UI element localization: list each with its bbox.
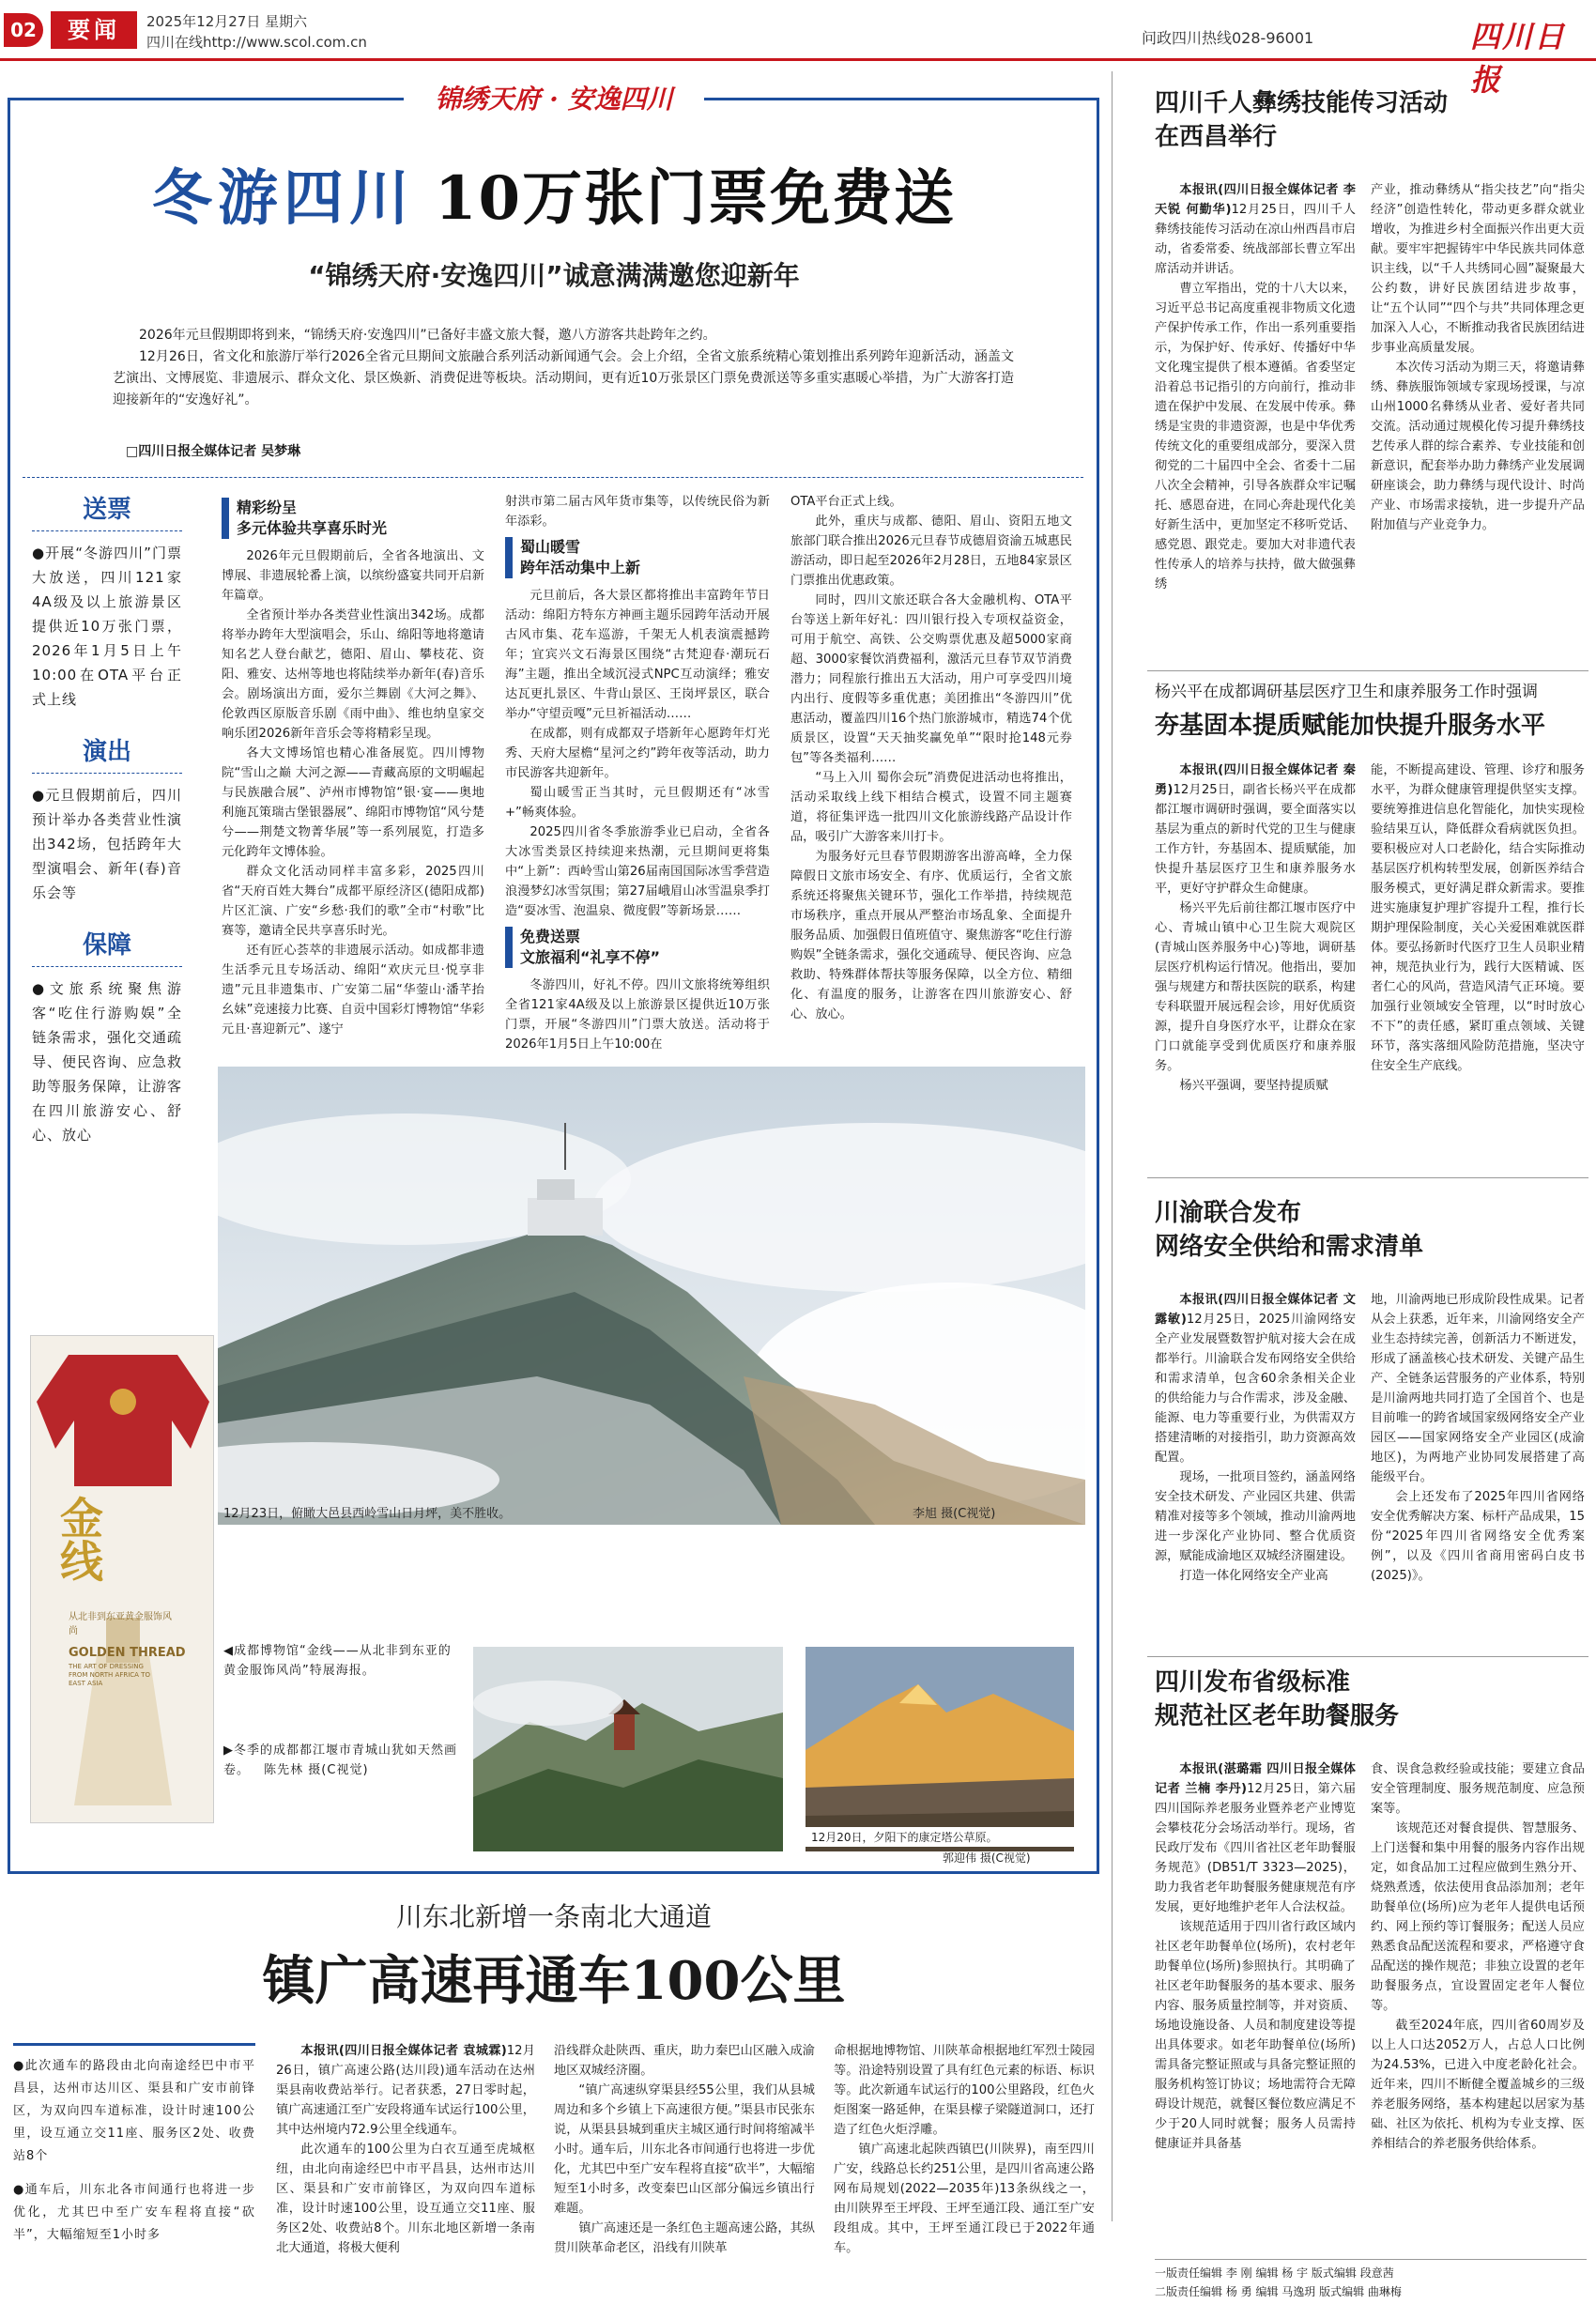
paragraph: 命根据地博物馆、川陕革命根据地红军烈士陵园等。沿途特别设置了具有红色元素的标语、标识等。此次新通车试运行的100公里路段，红色火炬图案一路延伸，在渠县檬子梁隧道洞口，还打造了红色火炬浮雕。 xyxy=(834,2044,1095,2137)
sidebar-block xyxy=(32,926,182,1147)
feature-divider xyxy=(23,477,1083,478)
paragraph: 同时，四川文旅还联合各大金融机构、OTA平台等送上新年好礼：四川银行投入专项权益资金，可用于航空、高铁、公交购票优惠及超5000家商超、3000家餐饮消费福利，激活元旦春节双节消费潜力；同程旅行推出五大活动，用户可享受四川境内出行、度假等多重优惠；美团推出“冬游四川”优惠活动，覆盖四川16个热门旅游城市，精选74个优质景区，设置“天天抽奖赢免单”“限时抢148元券包”等各类福利…… xyxy=(790,593,1072,765)
poster-caption: ◀成都博物馆“金线——从北非到东亚的黄金服饰风尚”特展海报。 xyxy=(223,1644,452,1678)
highway-headline: 镇广高速再通车100公里 xyxy=(262,1950,846,2012)
page-number: 02 xyxy=(10,19,37,41)
paragraph: 冬游四川，好礼不停。四川文旅将统筹组织全省121家4A级及以上旅游景区提供近10万张门票，开展“冬游四川”门票大放送。活动将于2026年1月5日上午10:00在 xyxy=(505,978,770,1052)
paragraph xyxy=(1155,1290,1356,1467)
section-title: 要闻 xyxy=(68,17,120,43)
paragraph xyxy=(1155,1759,1356,1917)
paragraph: 蜀山暖雪正当其时，元旦假期还有“冰雪+”畅爽体验。 xyxy=(505,786,770,820)
subheading xyxy=(505,537,770,578)
column-separator xyxy=(1112,71,1113,2221)
photo3-caption-text: 12月20日，夕阳下的康定塔公草原。 xyxy=(811,1831,998,1844)
article-yi-embroidery-headline: 四川千人彝绣技能传习活动 在西昌举行 xyxy=(1155,89,1449,151)
paragraph xyxy=(1155,180,1356,279)
paragraph: 射洪市第二届古风年货市集等，以传统民俗为新年添彩。 xyxy=(505,495,770,529)
hotline: 问政四川热线028-96001 xyxy=(1142,29,1314,47)
paragraph: 沿线群众赴陕西、重庆，助力秦巴山区融入成渝地区双城经济圈。 xyxy=(554,2044,815,2078)
highway-side-text: ●此次通车的路段由北向南途经巴中市平昌县，达州市达川区、渠县和广安市前锋区，为双向四车道标准，设计时速100公里，设互通立交11座、服务区2处、收费站8个 xyxy=(13,2059,255,2163)
paragraph: 能，不断提高建设、管理、诊疗和服务水平，为群众健康管理提供坚实支撑。要统筹推进信息化智能化，加快实现检验结果互认，降低群众看病就医负担。要积极应对人口老龄化，结合实际推动基层医疗机构转型发展，创新医养结合服务模式，更好满足群众新需求。要推进实施康复护理扩容提升工程，推行长期护理保险制度，关心关爱困难就医群体。要弘扬新时代医疗卫生人员职业精神，规范执业行为，践行大医精诚、医者仁心的风尚，营造风清气正环境。要加强行业领域安全管理，以“时时放心不下”的责任感，紧盯重点领域、关键环节，落实落细风险防范措施，坚决守住安全生产底线。 xyxy=(1371,763,1585,1073)
paragraph: 镇广高速北起陕西镇巴(川陕界)，南至四川广安，线路总长约251公里，是四川省高速公路网布局规划(2022—2035年)13条纵线之一，由川陕界至王坪段、王坪至通江段、通江至广安段组成。其中，王坪至通江段已于2022年通车。 xyxy=(834,2143,1095,2255)
mountain-clouds-image xyxy=(218,1067,1085,1525)
paragraph: 截至2024年底，四川省60周岁及以上人口达2052万人，占总人口比例为24.53%，已进入中度老龄化社会。近年来，四川不断健全覆盖城乡的三级养老服务网络，基本构建起以居家为基础、社区为依托、机构为专业支撑、医养相结合的养老服务供给体系。 xyxy=(1371,2019,1585,2151)
lead-paragraph: 2026年元旦假期即将到来，“锦绣天府·安逸四川”已备好丰盛文旅大餐，邀八方游客共赴跨年之约。 xyxy=(139,328,716,343)
sidebar-heading: 演出 xyxy=(32,732,182,774)
article-byline: 本报讯(四川日报全媒体记者 文露敏) xyxy=(1155,1293,1356,1327)
highway-sidebar xyxy=(13,2043,255,2247)
photo2-credit: 陈先林 摄(C视觉) xyxy=(264,1763,369,1777)
photo3-credit: 郭迎伟 摄(C视觉) xyxy=(943,1851,1031,1865)
site-url[interactable]: 四川在线http://www.scol.com.cn xyxy=(146,34,367,51)
paragraph: 打造一体化网络安全产业高 xyxy=(1179,1569,1328,1583)
article-yi-embroidery-col-1 xyxy=(1155,180,1356,668)
sidebar-block xyxy=(32,490,182,712)
paragraph: 该规范还对餐食提供、智慧服务、上门送餐和集中用餐的服务内容作出规定，如食品加工过程应做到生熟分开、烧熟煮透，依法使用食品添加剂；老年助餐单位(场所)应为老年人提供电话预约、网上预约等订餐服务；配送人员应熟悉食品配送流程和要求，严格遵守食品配送的操作规范；非独立设置的老年助餐服务点，宜设置固定老年人餐位等。 xyxy=(1371,1821,1585,2013)
paragraph: 为服务好元旦春节假期游客出游高峰，全力保障假日文旅市场安全、有序、优质运行，全省文旅系统还将聚焦关键环节，强化工作举措，持续规范市场秩序，重点开展从严整治市场乱象、全面提升服务品质、加强假日值班值守、聚焦游客“吃住行游购娱”全链条需求，强化交通疏导、便民咨询、应急救助、特殊群体帮扶等服务保障，以全方位、精细化、有温度的服务，让游客在四川旅游安心、舒心、放心。 xyxy=(790,850,1072,1021)
paragraph-text: 12月26日，镇广高速公路(达川段)通车活动在达州渠县南收费站举行。记者获悉，27日零时起，镇广高速通江至广安段将通车试运行100公里，其中达州境内72.9公里全线通车。 xyxy=(276,2044,535,2137)
article-body xyxy=(505,586,770,921)
poster-subtitle: 从北非到东亚黄金服饰风尚 xyxy=(69,1612,172,1636)
sidebar-text: ●元旦假期前后，四川预计举办各类营业性演出342场，包括跨年大型演唱会、新年(春)音乐会等 xyxy=(32,787,183,901)
article-elderly-dining-headline: 四川发布省级标准 规范社区老年助餐服务 xyxy=(1155,1668,1400,1730)
highway-byline: 本报讯(四川日报全媒体记者 袁城霖) xyxy=(300,2044,507,2058)
article-body xyxy=(505,492,770,531)
paragraph: 群众文化活动同样丰富多彩，2025四川省“天府百姓大舞台”成都平原经济区(德阳成都)片区汇演、广安“乡愁·我们的歌”全市“村歌”比赛等，邀请全民共享喜乐时光。 xyxy=(222,865,484,938)
paragraph: 2026年元旦假期前后，全省各地演出、文博展、非遗展轮番上演，以缤纷盛宴共同开启新年篇章。 xyxy=(222,549,484,603)
issue-date: 2025年12月27日 星期六 xyxy=(146,13,308,30)
article-medical-kicker: 杨兴平在成都调研基层医疗卫生和康养服务工作时强调 xyxy=(1155,683,1538,701)
paragraph: 各大文博场馆也精心准备展览。四川博物院“雪山之巅 大河之源——青藏高原的文明崛起与民族融合展”、泸州市博物馆“银·宴——奥地利施瓦策瑞古堡银器展”、绵阳市博物馆“风兮楚兮——荆楚文物菁华展”等一系列展览，打造多元化跨年文博体验。 xyxy=(222,746,484,859)
paragraph-text: 12月25日，2025川渝网络安全产业发展暨数智护航对接大会在成都举行。川渝联合发布网络安全供给和需求清单，包含60余条相关企业的供给能力与合作需求，涉及金融、能源、电力等重要行业，为供需双方搭建清晰的对接指引，助力资源高效配置。 xyxy=(1155,1313,1356,1465)
feature-subheadline: “锦绣天府·安逸四川”诚意满满邀您迎新年 xyxy=(308,260,800,291)
paragraph: 2025四川省冬季旅游季业已启动，全省各大冰雪类景区持续迎来热潮，元旦期间更将集中“上新”：西岭雪山第26届南国国际冰雪季营造浪漫梦幻冰雪氛围；第27届峨眉山冰雪温泉季打造“耍冰雪、泡温泉、微度假”等新场景…… xyxy=(505,825,770,918)
paragraph: “镇广高速纵穿渠县经55公里，我们从县城周边和多个乡镇上下高速很方便。”渠县市民张东说，从渠县县城到重庆主城区通行时间将缩减半小时。通车后，川东北各市间通行也将进一步优化，尤其巴中至广安车程将直接“砍半”，大幅缩短至1小时多，改变秦巴山区部分偏远乡镇出行难题。 xyxy=(554,2083,815,2216)
article-yi-embroidery-col-2 xyxy=(1371,180,1585,668)
highway-kicker: 川东北新增一条南北大通道 xyxy=(395,1901,712,1932)
feature-headline xyxy=(28,150,1080,234)
paragraph: 还有匠心荟萃的非遗展示活动。如成都非遗生活季元且专场活动、绵阳“欢庆元旦·悦享非遗”元且非遗集市、广安第二届“华蓥山·潘芊抬幺妹”竞速接力比赛、自贡中国彩灯博物馆“华彩元且·喜迎新元”、遂宁 xyxy=(222,944,484,1037)
exhibition-poster xyxy=(30,1335,214,1823)
photo2-caption-text: ▶冬季的成都都江堰市青城山犹如天然画卷。 xyxy=(223,1743,457,1777)
paragraph: 镇广高速还是一条红色主题高速公路，其纵贯川陕革命老区，沿线有川陕革 xyxy=(554,2221,815,2255)
article-divider xyxy=(1147,1656,1588,1657)
article-byline: 本报讯(湛璐霜 四川日报全媒体记者 兰楠 李丹) xyxy=(1155,1762,1356,1796)
paragraph: 现场，一批项目签约，涵盖网络安全技术研发、产业园区共建、供需精准对接等多个领域，推动川渝两地进一步深化产业协同、整合优质资源，赋能成渝地区双城经济圈建设。 xyxy=(1155,1470,1356,1563)
main-photo-caption: 12月23日，俯瞰大邑县西岭雪山日月坪，美不胜收。 xyxy=(223,1507,512,1521)
editor-line: 一版责任编辑 李 刚 编辑 杨 宇 版式编辑 段意茜 xyxy=(1155,2266,1394,2280)
feature-column-1 xyxy=(222,492,484,1065)
paragraph: 杨兴平先后前往都江堰市医疗中心、青城山镇中心卫生院大观院区(青城山医养服务中心)等地，调研基层医疗机构运行情况。他指出，要加强与规建方和帮扶医院的联系，构建专科联盟开展远程会诊，用好优质资源，提升自身医疗水平，让群众在家门口就能享受到优质医疗和康养服务。 xyxy=(1155,901,1356,1073)
article-elderly-dining-col-1 xyxy=(1155,1759,1356,2251)
subheading xyxy=(505,927,770,968)
feature-banner xyxy=(404,79,704,120)
main-photo xyxy=(218,1067,1085,1525)
article-body xyxy=(790,492,1072,1024)
page-number-badge xyxy=(4,13,43,47)
paragraph: 该规范适用于四川省行政区域内社区老年助餐单位(场所)，农村老年助餐单位(场所)参照执行。其明确了社区老年助餐服务的基本要求、服务内容、服务质量控制等，并对资质、场地设施设备、人员和制度建设等提出具体要求。如老年助餐单位(场所)需具备完整证照或与具备完整证照的服务机构签订协议；场地需符合无障碍设计规范，就餐区餐位数应满足不少于20人同时就餐；服务人员需持健康证并具备基 xyxy=(1155,1920,1356,2151)
paragraph: 产业，推动彝绣从“指尖技艺”向“指尖经济”创造性转化，带动更多群众就业增收，为推进乡村全面振兴作出更大贡献。要牢牢把握铸牢中华民族共同体意识主线，以“千人共绣同心圆”凝聚最大公约数，讲好民族团结进步故事，让“五个认同”“四个与共”共同体理念更加深入人心，不断推动我省民族团结进步事业高质量发展。 xyxy=(1371,183,1585,355)
editor-credits xyxy=(1155,2259,1587,2301)
photo2-caption xyxy=(223,1741,458,1780)
headline-part-a: 冬游四川 xyxy=(151,163,415,234)
poster-english-title: GOLDEN THREAD xyxy=(69,1646,186,1660)
highway-column-2 xyxy=(554,2041,815,2304)
headline-part-b: 10万张门票免费送 xyxy=(435,163,957,234)
paragraph: 地，川渝两地已形成阶段性成果。记者从会上获悉，近年来，川渝网络安全产业生态持续完善，创新活力不断迸发，形成了涵盖核心技术研发、关键产品生产、全链条运营服务的产业体系，特别是川渝两地共同打造了全国首个、也是目前唯一的跨省域国家级网络安全产业园区——国家网络安全产业园区(成渝地区)，为两地产业协同发展搭建了高能级平台。 xyxy=(1371,1293,1585,1484)
masthead-logo: 四川日报 xyxy=(1470,19,1567,98)
article-medical-col-1 xyxy=(1155,760,1356,1174)
lead-paragraph: 12月26日，省文化和旅游厅举行2026全省元旦期间文旅融合系列活动新闻通气会。会上介绍，全省文旅系统精心策划推出系列跨年迎新活动，涵盖文艺演出、文博展览、非遗展示、群众文化、景区焕新、消费促进等板块。活动期间，更有近10万张景区门票免费派送等多重实惠暖心举措，为广大游客打造迎接新年的“安逸好礼”。 xyxy=(113,349,1014,407)
paragraph xyxy=(276,2041,535,2140)
article-medical-col-2 xyxy=(1371,760,1585,1174)
article-cybersecurity-headline: 川渝联合发布 网络安全供给和需求清单 xyxy=(1155,1199,1424,1261)
feature-column-3 xyxy=(790,492,1072,1065)
paragraph: 此次通车的100公里为白衣互通至虎城枢纽，由北向南途经巴中市平昌县，达州市达川区、渠县和广安市前锋区，为双向四车道标准，设计时速100公里，设互通立交11座、服务区2处、收费站8个。川东北地区新增一条南北大通道，将极大便利 xyxy=(276,2143,535,2255)
feature-sidebar xyxy=(32,490,182,1147)
poster-english-subtitle: THE ART OF DRESSING FROM NORTH AFRICA TO EAST ASIA xyxy=(69,1663,150,1687)
tagong-photo xyxy=(806,1647,1074,1851)
paragraph: 杨兴平强调，要坚持提质赋 xyxy=(1179,1079,1328,1093)
main-photo-credit: 李旭 摄(C视觉) xyxy=(913,1507,996,1521)
header-rule xyxy=(0,58,1596,61)
article-body xyxy=(222,546,484,1039)
highway-column-3 xyxy=(834,2041,1095,2304)
article-cybersecurity-col-1 xyxy=(1155,1290,1356,1652)
photo3-caption xyxy=(806,1827,1074,1847)
feature-lead xyxy=(113,325,1014,411)
article-byline: 本报讯(四川日报全媒体记者 李天锐 何勤华) xyxy=(1155,183,1356,217)
article-divider xyxy=(1147,1177,1588,1178)
paragraph-text: 12月25日，第六届四川国际养老服务业暨养老产业博览会攀枝花分会场活动举行。现场，省民政厅发布《四川省社区老年助餐服务规范》(DB51/T 3323—2025)，助力我省老年助餐服务健康规范有序发展，更好地维护老年人合法权益。 xyxy=(1155,1782,1356,1914)
feature-banner-text: 锦绣天府 · 安逸四川 xyxy=(435,84,673,115)
subheading-text: 精彩纷呈 多元体验共享喜乐时光 xyxy=(237,499,388,537)
paragraph: 曹立军指出，党的十八大以来，习近平总书记高度重视非物质文化遗产保护传承工作，作出一系列重要指示，为保护好、传承好、传播好中华文化瑰宝提供了根本遵循。省委坚定沿着总书记指引的方向前行，推动非遗在保护中发展、在发展中传承。彝绣是宝贵的非遗资源，也是中华优秀传统文化的重要组成部分，要深入贯彻党的二十届四中全会、省委十二届八次全会精神，引导各族群众牢记嘱托、感恩奋进，在同心奔赴现代化美好新生活中，更加坚定不移听党话、感党恩、跟党走。要加大对非遗代表性传承人的培养与扶持，做大做强彝绣 xyxy=(1155,282,1356,591)
page-header xyxy=(0,0,1596,98)
paragraph-text: 12月25日，副省长杨兴平在成都都江堰市调研时强调，要全面落实以基层为重点的新时代党的卫生与健康工作方针，夯基固本、提质赋能，加快提升基层医疗卫生和康养服务水平，更好守护群众生命健康。 xyxy=(1155,783,1356,896)
paragraph: “马上入川 蜀你会玩”消费促进活动也将推出，活动采取线上线下相结合模式，设置不同主题赛道，将征集评选一批四川文化旅游线路产品设计作品，吸引广大游客来川打卡。 xyxy=(790,771,1072,844)
editor-line: 二版责任编辑 杨 勇 编辑 马逸玥 版式编辑 曲琳梅 xyxy=(1155,2285,1402,2298)
sidebar-heading: 送票 xyxy=(32,490,182,531)
paragraph xyxy=(1155,760,1356,899)
paragraph: 食、误食急救经验或技能；要建立食品安全管理制度、服务规范制度、应急预案等。 xyxy=(1371,1762,1585,1816)
feature-byline: □四川日报全媒体记者 吴梦琳 xyxy=(126,444,301,459)
article-body xyxy=(505,975,770,1054)
article-medical-headline: 夯基固本提质赋能加快提升服务水平 xyxy=(1155,712,1546,740)
paragraph: 全省预计举办各类营业性演出342场。成都将举办跨年大型演唱会，乐山、绵阳等地将邀请知名艺人登台献艺，德阳、眉山、攀枝花、资阳、雅安、达州等地也将陆续举办新年(春)音乐会。剧场演出方面，爱尔兰舞剧《大河之舞》、伦敦西区原版音乐剧《雨中曲》、维也纳皇家交响乐团2026新年音乐会等将精彩呈现。 xyxy=(222,608,484,741)
qingcheng-mountain-image xyxy=(473,1647,783,1851)
paragraph: 会上还发布了2025年四川省网络安全优秀解决方案、标杆产品成果，15份“2025年四川省网络安全优秀案例”，以及《四川省商用密码白皮书(2025)》。 xyxy=(1371,1490,1585,1583)
paragraph: OTA平台正式上线。 xyxy=(790,495,902,509)
sidebar-text: ●文旅系统聚焦游客“吃住行游购娱”全链条需求，强化交通疏导、便民咨询、应急救助等服务保障，让游客在四川旅游安心、舒心、放心 xyxy=(32,980,183,1144)
paragraph: 本次传习活动为期三天，将邀请彝绣、彝族服饰领域专家现场授课，与凉山州1000名彝绣从业者、爱好者共同交流。活动通过规模化传习提升彝绣技艺传承人群的综合素养、专业技能和创新意识，配套举办助力彝绣产业发展调研座谈会，助力彝绣与现代设计、时尚产业、市场需求接轨，进一步提升产品附加值与产业竞争力。 xyxy=(1371,361,1585,532)
paragraph: 元旦前后，各大景区都将推出丰富跨年节日活动：绵阳方特东方神画主题乐园跨年活动开展古风市集、花车巡游，千架无人机表演震撼跨年；宜宾兴文石海景区围绕“古梵迎春·潮玩石海”主题，推出全域沉浸式NPC互动演绎；雅安达瓦更扎景区、牛背山景区、王岗坪景区，联合举办“守望贡嘎”元旦祈福活动…… xyxy=(505,589,770,721)
sidebar-heading: 保障 xyxy=(32,926,182,967)
highway-side-text: ●通车后，川东北各市间通行也将进一步优化，尤其巴中至广安车程将直接“砍半”，大幅缩短至1小时多 xyxy=(13,2183,255,2242)
paragraph: 此外，重庆与成都、德阳、眉山、资阳五地文旅部门联合推出2026元旦春节成德眉资渝五城惠民游活动，即日起至2026年2月28日，五地84家景区门票推出优惠政策。 xyxy=(790,515,1072,588)
article-byline: 本报讯(四川日报全媒体记者 秦勇) xyxy=(1155,763,1356,797)
article-cybersecurity-col-2 xyxy=(1371,1290,1585,1652)
article-elderly-dining-col-2 xyxy=(1371,1759,1585,2251)
sidebar-text: ●开展“冬游四川”门票大放送，四川121家4A级及以上旅游景区提供近10万张门票，2026年1月5日上午10:00在OTA平台正式上线 xyxy=(32,545,182,708)
qingcheng-photo xyxy=(473,1647,783,1851)
subheading-text: 蜀山暖雪 跨年活动集中上新 xyxy=(520,538,641,576)
subheading-text: 免费送票 文旅福利“礼享不停” xyxy=(520,928,661,966)
highway-column-1 xyxy=(276,2041,535,2304)
paragraph: 在成都，则有成都双子塔新年心愿跨年灯光秀、天府大屋檐“星河之约”跨年夜等活动，助力市民游客共迎新年。 xyxy=(505,727,770,780)
feature-column-2 xyxy=(505,492,770,1065)
subheading xyxy=(222,498,484,539)
poster-title: 金线 xyxy=(54,1496,104,1582)
article-divider xyxy=(1147,670,1588,671)
sidebar-block xyxy=(32,732,182,905)
section-badge xyxy=(51,11,137,49)
paragraph-text: 12月25日，四川千人彝绣技能传习活动在凉山州西昌市启动，省委常委、统战部部长曹立军出席活动并讲话。 xyxy=(1155,203,1356,276)
tagong-grassland-image xyxy=(806,1647,1074,1851)
